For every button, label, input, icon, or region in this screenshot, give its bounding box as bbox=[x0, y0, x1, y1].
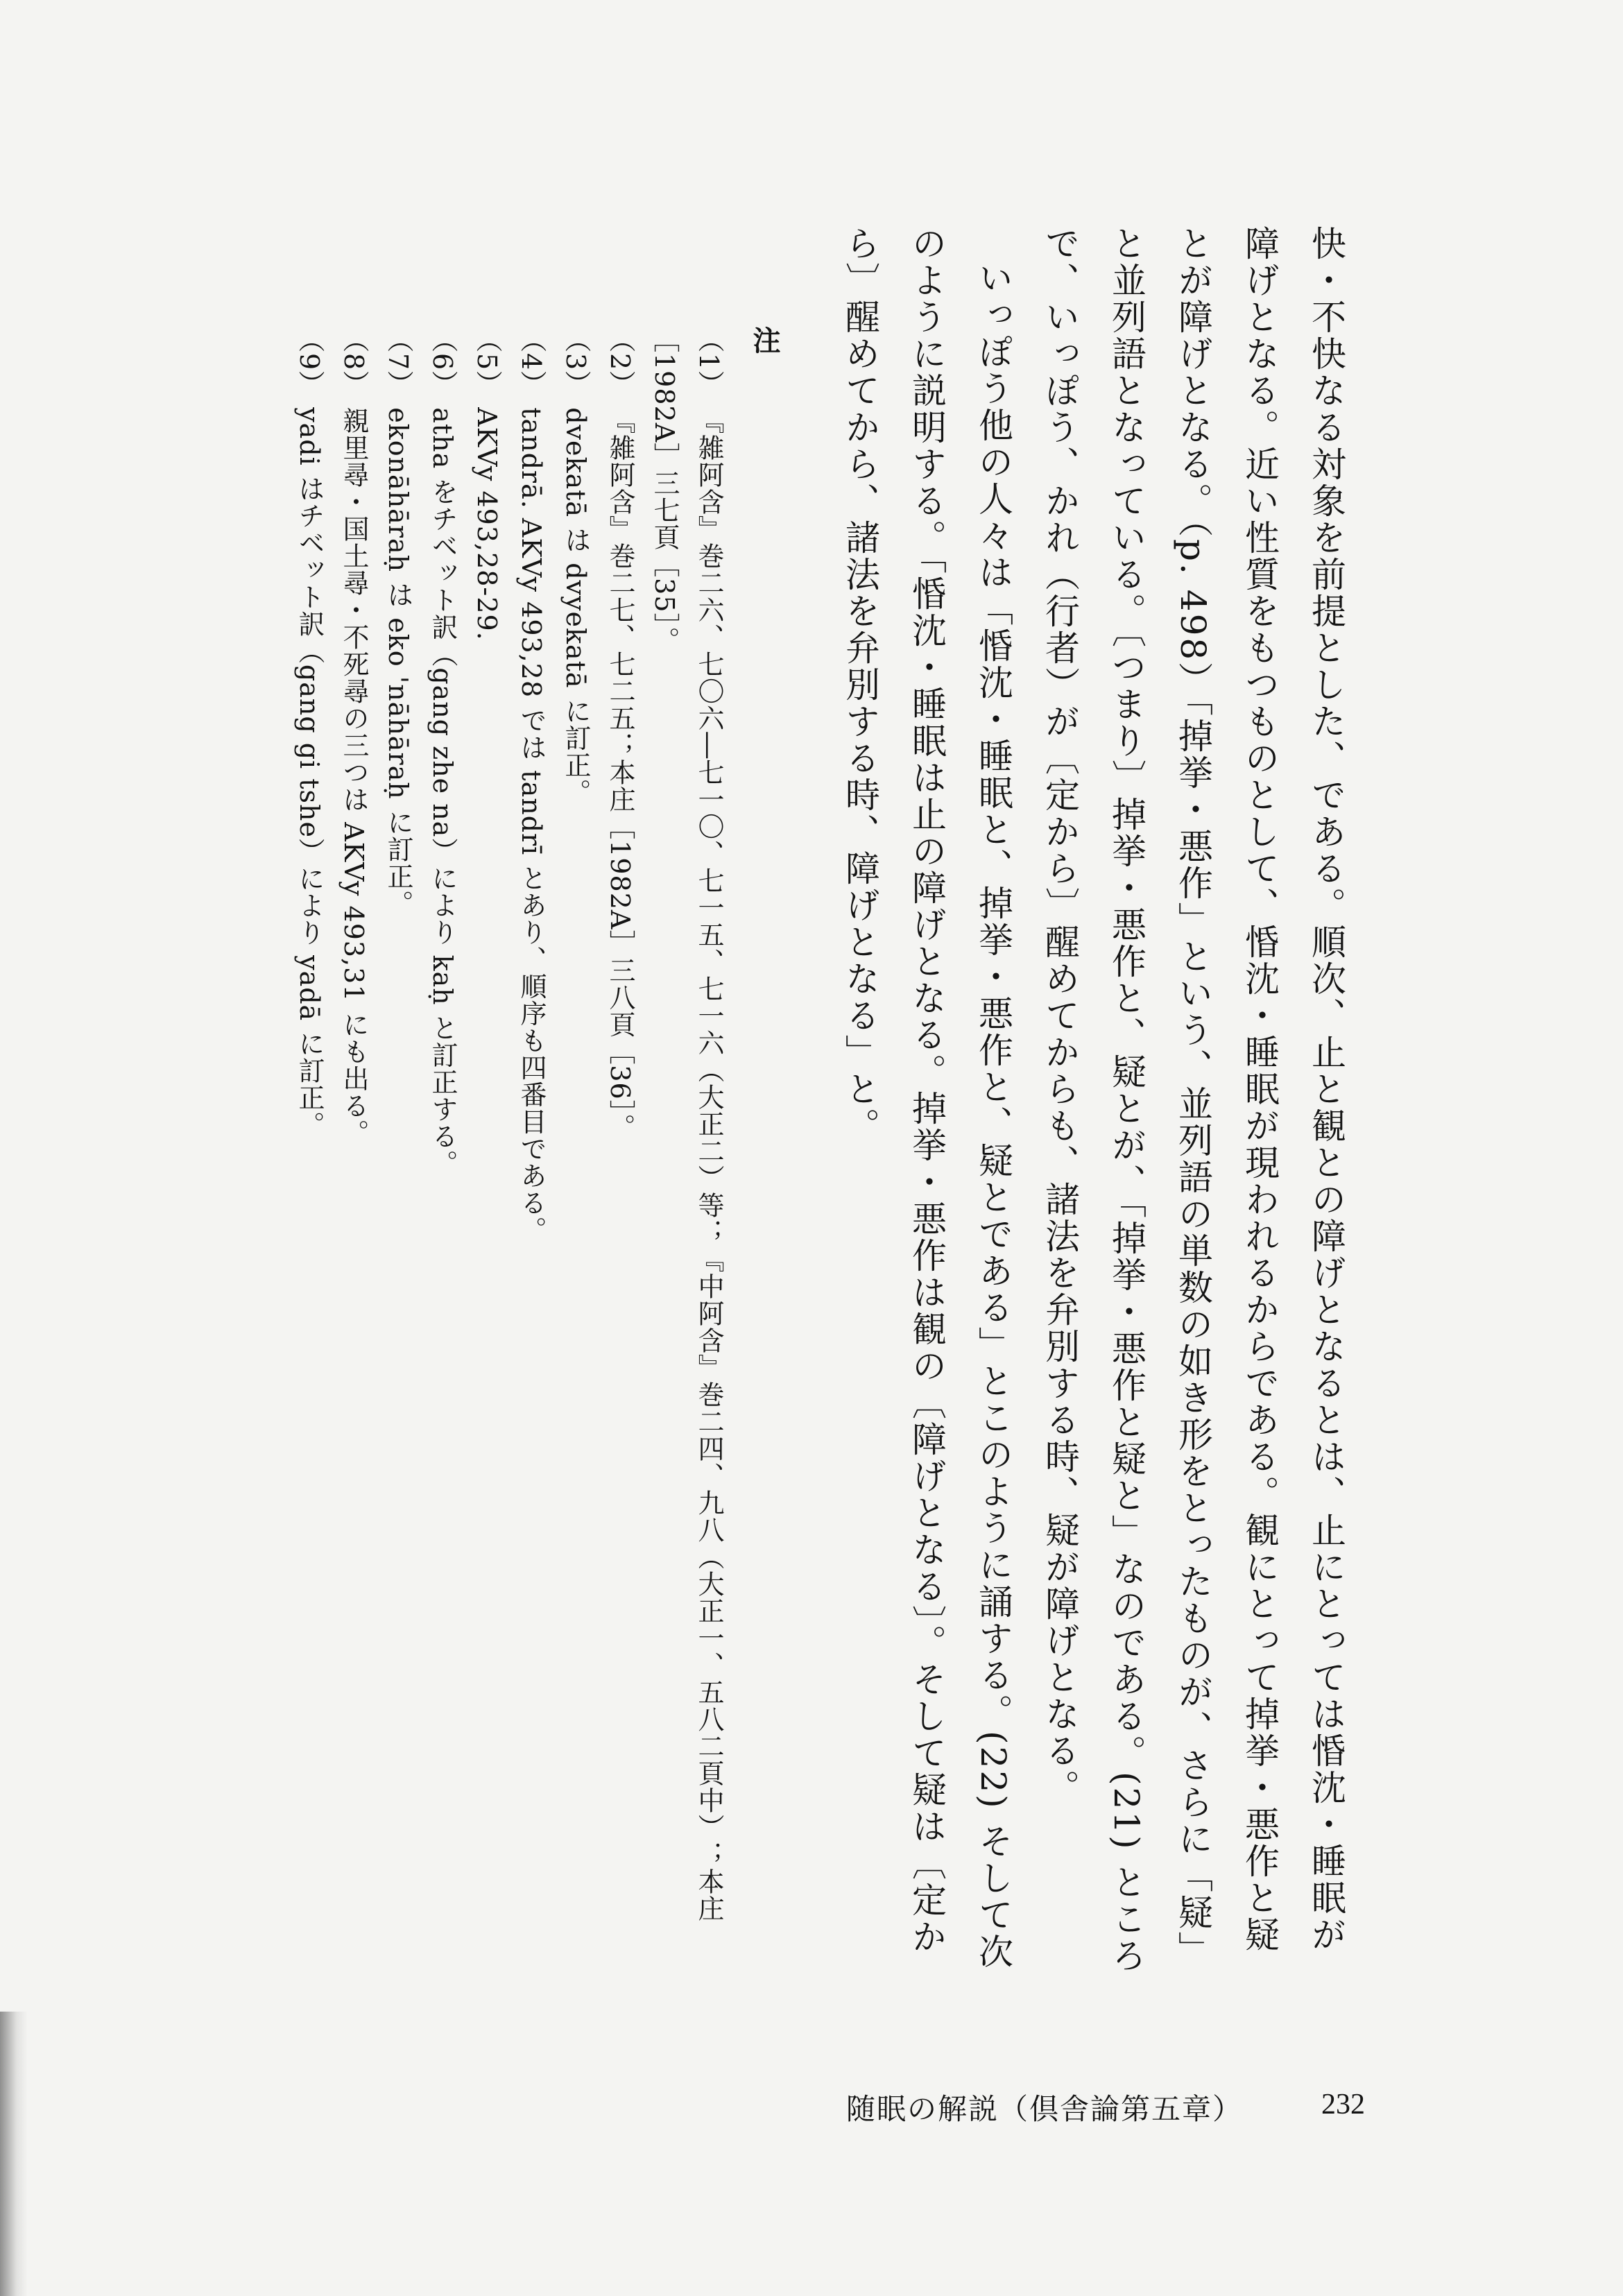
note-item bbox=[553, 326, 598, 1991]
note-number: （5） bbox=[472, 326, 502, 398]
note-text: 『雑阿含』巻二六、七〇六―七一〇、七一五、七一六（大正二）等；『中阿含』巻二四、九八（大正一、五八二頁中）；本庄［1982A］三七頁［35］。 bbox=[649, 326, 724, 1923]
note-number: （7） bbox=[383, 326, 413, 398]
note-item bbox=[642, 326, 731, 1991]
running-title: 随眠の解説（倶舎論第五章） bbox=[846, 2092, 1244, 2126]
note-number: （2） bbox=[605, 326, 635, 398]
page-number: 232 bbox=[1321, 2089, 1365, 2121]
note-number: （8） bbox=[338, 326, 369, 398]
main-text-block bbox=[827, 225, 1359, 1980]
note-text: yadi はチベット訳（gang gi tshe）により yadā に訂正。 bbox=[294, 407, 325, 1139]
note-text: dvekatā は dvyekatā に訂正。 bbox=[560, 407, 591, 806]
note-number: （9） bbox=[294, 326, 325, 398]
paragraph: いっぽう他の人々は「惛沈・睡眠と、掉挙・悪作と、疑とである」とこのように誦する。(22) そして次のように説明する。「惛沈・睡眠は止の障げとなる。掉挙・悪作は観の〔障げとなる〕。そして疑は〔定から〕醒めてから、諸法を弁別する時、障げとなる」と。 bbox=[840, 225, 1013, 1971]
note-number: （1） bbox=[694, 326, 724, 398]
note-text: 親里尋・国土尋・不死尋の三つは AKVy 493,31 にも出る。 bbox=[338, 407, 369, 1147]
notes-section bbox=[287, 326, 798, 1991]
note-number: （6） bbox=[427, 326, 458, 398]
note-text: tandrā. AKVy 493,28 では tandrī とあり、順序も四番目である。 bbox=[516, 407, 547, 1244]
note-item bbox=[287, 326, 332, 1991]
note-text: AKVy 493,28-29. bbox=[472, 407, 502, 641]
note-item bbox=[332, 326, 376, 1991]
paragraph: 快・不快なる対象を前提とした、である。順次、止と観との障げとなるとは、止にとっては惛沈・睡眠が障げとなる。近い性質をもつものとして、惛沈・睡眠が現われるからである。観にとって掉挙・悪作と疑とが障げとなる。（p. 498）「掉挙・悪作」という、並列語の単数の如き形をとったものが、さらに「疑」と並列語となっている。〔つまり〕掉挙・悪作と、疑とが、「掉挙・悪作と疑と」なのである。(21) ところで、いっぽう、かれ（行者）が〔定から〕醒めてからも、諸法を弁別する時、疑が障げとなる。 bbox=[1040, 225, 1346, 1975]
note-text: 『雑阿含』巻二七、七二五；本庄［1982A］三八頁［36］。 bbox=[605, 407, 635, 1141]
scan-edge-shadow bbox=[0, 2012, 28, 2296]
note-item bbox=[376, 326, 420, 1991]
note-text: atha をチベット訳（gang zhe na）により kaḥ と訂正する。 bbox=[427, 407, 458, 1177]
note-text: ekonāhāraḥ は eko 'nāhāraḥ に訂正。 bbox=[383, 407, 413, 917]
note-item bbox=[420, 326, 465, 1991]
notes-heading: 注 bbox=[748, 326, 780, 354]
note-item bbox=[598, 326, 642, 1991]
note-item bbox=[465, 326, 509, 1991]
note-number: （4） bbox=[516, 326, 547, 398]
note-number: （3） bbox=[560, 326, 591, 398]
note-item bbox=[509, 326, 553, 1991]
